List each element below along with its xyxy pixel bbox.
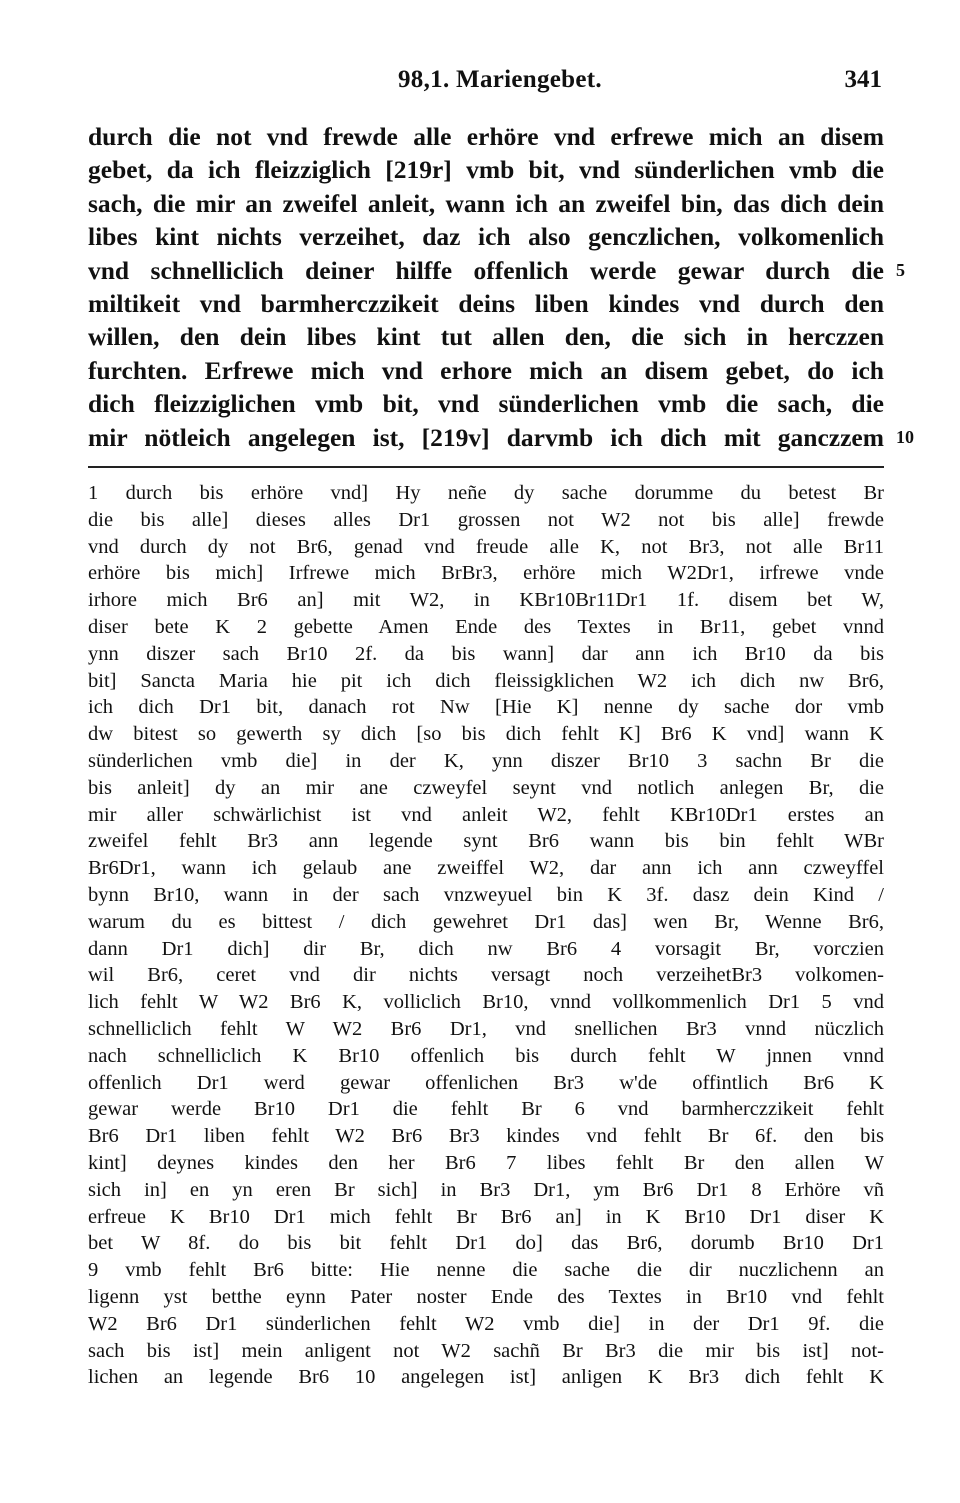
line-number: 5 — [896, 259, 905, 280]
text-line: sach, die mir an zweifel anleit, wann ich an zweifel bin, das dich dein — [88, 188, 884, 218]
text-line: mir nötleich angelegen ist, [219v] darvmb ich dich mit ganczzem 10 — [88, 421, 884, 454]
apparatus-line: bis anleit] dy an mir ane czweyfel seynt vnd notlich anlegen Br, die — [88, 776, 884, 799]
apparatus-line: dann Dr1 dich] dir Br, dich nw Br6 4 vorsagit Br, vorczien — [88, 937, 884, 960]
apparatus-line: offenlich Dr1 werd gewar offenlichen Br3 w'de offintlich Br6 K — [88, 1071, 884, 1094]
apparatus-line: ynn diszer sach Br10 2f. da bis wann] dar ann ich Br10 da bis — [88, 642, 884, 665]
apparatus-line: sünderlichen vmb die] in der K, ynn diszer Br10 3 sachn Br die — [88, 749, 884, 772]
text-line: libes kint nichts verzeihet, daz ich also genczlichen, volkomenlich — [88, 222, 884, 252]
text-line: willen, den dein libes kint tut allen den, die sich in herczzen — [88, 322, 884, 352]
apparatus-line: lich fehlt W W2 Br6 K, volliclich Br10, vnnd vollkommenlich Dr1 5 vnd — [88, 991, 884, 1014]
apparatus-line: bynn Br10, wann in der sach vnzweyuel bin K 3f. dasz dein Kind / — [88, 883, 884, 906]
line-number: 10 — [896, 426, 914, 447]
apparatus-line: gewar werde Br10 Dr1 die fehlt Br 6 vnd barmherczzikeit fehlt — [88, 1098, 884, 1121]
apparatus-line: erfreue K Br10 Dr1 mich fehlt Br Br6 an] in K Br10 Dr1 diser K — [88, 1205, 884, 1228]
apparatus-line: kint] deynes kindes den her Br6 7 libes fehlt Br den allen W — [88, 1151, 884, 1174]
page-header — [88, 62, 884, 102]
apparatus-line: 9 vmb fehlt Br6 bitte: Hie nenne die sache die dir nuczlichenn an — [88, 1259, 884, 1282]
apparatus-line: dw bitest so gewerth sy dich [so bis dich fehlt K] Br6 K vnd] wann K — [88, 723, 884, 746]
apparatus-line: sich in] en yn eren Br sich] in Br3 Dr1, ym Br6 Dr1 8 Erhöre vñ — [88, 1178, 884, 1201]
apparatus-line: irhore mich Br6 an] mit W2, in KBr10Br11Dr1 1f. disem bet W, — [88, 589, 884, 612]
running-title: 98,1. Mariengebet. — [398, 66, 602, 93]
apparatus-line: nach schnelliclich K Br10 offenlich bis durch fehlt W jnnen vnnd — [88, 1044, 884, 1067]
apparatus-line: die bis alle] dieses alles Dr1 grossen not W2 not bis alle] frewde — [88, 508, 884, 531]
apparatus-line: bet W 8f. do bis bit fehlt Dr1 do] das Br6, dorumb Br10 Dr1 — [88, 1232, 884, 1255]
apparatus-line: schnelliclich fehlt W W2 Br6 Dr1, vnd snellichen Br3 vnnd nüczlich — [88, 1017, 884, 1040]
apparatus-line: zweifel fehlt Br3 ann legende synt Br6 wann bis bin fehlt WBr — [88, 830, 884, 853]
text-line: dich fleizziglichen vmb bit, vnd sünderlichen vmb die sach, die — [88, 389, 884, 419]
text-line: miltikeit vnd barmherczzikeit deins liben kindes vnd durch den — [88, 288, 884, 318]
apparatus-line: bit] Sancta Maria hie pit ich dich fleissigklichen W2 ich dich nw Br6, — [88, 669, 884, 692]
apparatus-line: 1 durch bis erhöre vnd] Hy neñe dy sache dorumme du betest Br — [88, 482, 884, 504]
apparatus-divider — [88, 466, 884, 468]
apparatus-line: wil Br6, ceret vnd dir nichts versagt noch verzeihetBr3 volkomen- — [88, 964, 884, 987]
apparatus-line: erhöre bis mich] Irfrewe mich BrBr3, erhöre mich W2Dr1, irfrewe vnde — [88, 562, 884, 585]
text-line: furchten. Erfrewe mich vnd erhore mich an disem gebet, do ich — [88, 355, 884, 385]
text-line: durch die not vnd frewde alle erhöre vnd erfrewe mich an disem — [88, 122, 884, 151]
main-text — [88, 120, 914, 454]
apparatus-line: lichen an legende Br6 10 angelegen ist] anligen K Br3 dich fehlt K — [88, 1366, 884, 1389]
apparatus-line: W2 Br6 Dr1 sünderlichen fehlt W2 vmb die] in der Dr1 9f. die — [88, 1312, 884, 1335]
apparatus-line: Br6Dr1, wann ich gelaub ane zweiffel W2, dar ann ich ann czweyffel — [88, 857, 884, 880]
apparatus-line: Br6 Dr1 liben fehlt W2 Br6 Br3 kindes vnd fehlt Br 6f. den bis — [88, 1125, 884, 1148]
apparatus-line: ich dich Dr1 bit, danach rot Nw [Hie K] nenne dy sache dor vmb — [88, 696, 884, 719]
apparatus-line: warum du es bittest / dich gewehret Dr1 das] wen Br, Wenne Br6, — [88, 910, 884, 933]
apparatus-line: mir aller schwärlichist ist vnd anleit W2, fehlt KBr10Dr1 erstes an — [88, 803, 884, 826]
apparatus-line: ligenn yst betthe eynn Pater noster Ende des Textes in Br10 vnd fehlt — [88, 1285, 884, 1308]
text-line: vnd schnelliclich deiner hilffe offenlich werde gewar durch die 5 — [88, 254, 884, 287]
apparatus-line: vnd durch dy not Br6, genad vnd freude alle K, not Br3, not alle Br11 — [88, 535, 884, 558]
text-line: gebet, da ich fleizziglich [219r] vmb bit, vnd sünderlichen vmb die — [88, 155, 884, 185]
page-number: 341 — [844, 66, 882, 93]
critical-apparatus — [88, 480, 884, 1391]
apparatus-line: sach bis ist] mein anligent not W2 sachñ Br Br3 die mir bis ist] not- — [88, 1339, 884, 1362]
apparatus-line: diser bete K 2 gebette Amen Ende des Textes in Br11, gebet vnnd — [88, 615, 884, 638]
